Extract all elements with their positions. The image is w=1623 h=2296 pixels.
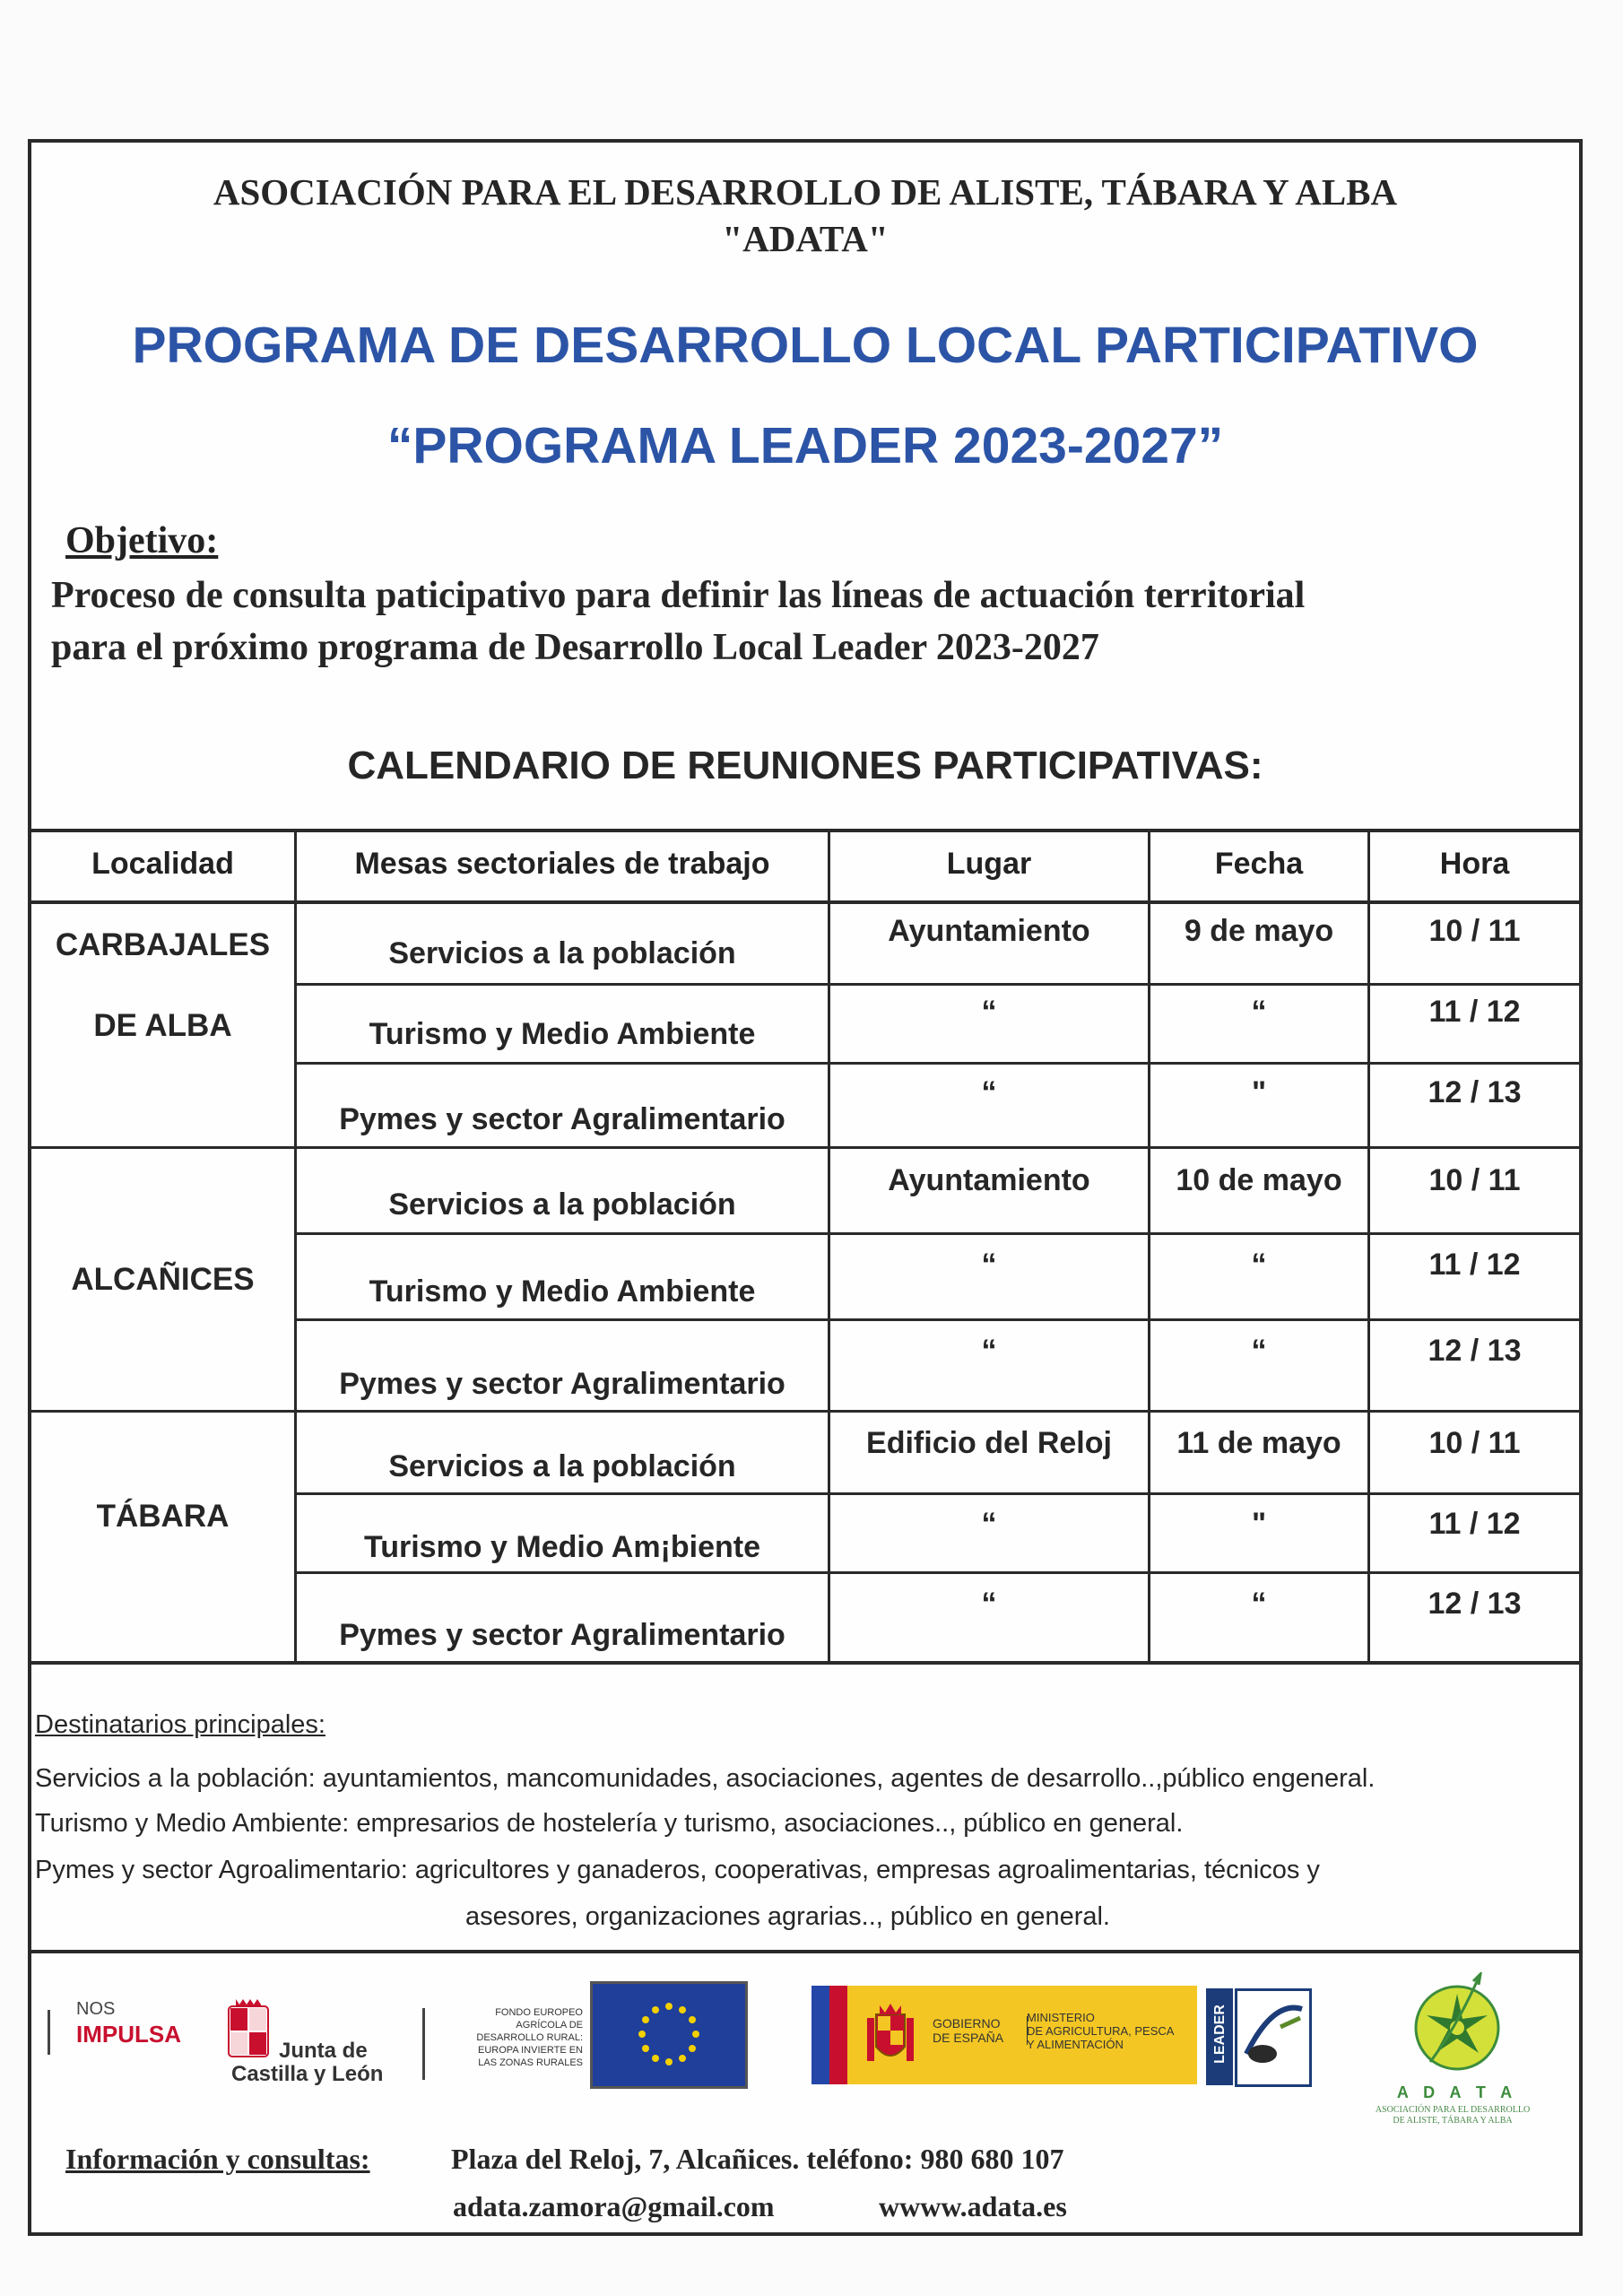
table-cell-lugar: Ayuntamiento — [888, 914, 1090, 948]
table-cell-hora: 10 / 11 — [1428, 914, 1521, 948]
coat-of-arms-icon — [227, 1997, 270, 2060]
table-cell-hora: 12 / 13 — [1428, 1587, 1522, 1621]
table-cell-hora: 10 / 11 — [1428, 1163, 1521, 1197]
eu-flag-icon — [590, 1981, 748, 2089]
program-title-line1: PROGRAMA DE DESARROLLO LOCAL PARTICIPATIVO — [132, 317, 1479, 374]
locality-carbajales: CARBAJALES DE ALBA — [55, 927, 271, 1043]
feader-eu-logo: FONDO EUROPEO AGRÍCOLA DE DESARROLLO RURAL: EUROPA INVIERTE EN LAS ZONAS RURALES — [448, 1979, 771, 2087]
org-title-line2: "ADATA" — [722, 218, 889, 259]
recipients-line3: Pymes y sector Agroalimentario: agricultores y ganaderos, cooperativas, empresas agroalimentarias, técnicos y — [35, 1856, 1320, 1884]
table-cell-mesa: Servicios a la población — [388, 1449, 736, 1483]
column-header-localidad: Localidad — [91, 847, 234, 881]
table-cell-lugar: “ — [981, 995, 997, 1029]
info-label: Información y consultas: — [65, 2143, 370, 2175]
recipients-line1: Servicios a la población: ayuntamientos, mancomunidades, asociaciones, agentes de desarrollo..,público engeneral. — [35, 1764, 1376, 1793]
table-cell-fecha: 11 de mayo — [1176, 1426, 1341, 1460]
program-title-line2: “PROGRAMA LEADER 2023-2027” — [386, 417, 1224, 474]
leader-logo: LEADER — [1206, 1988, 1314, 2089]
table-cell-mesa: Servicios a la población — [388, 1187, 736, 1222]
table-cell-mesa: Turismo y Medio Ambiente — [369, 1274, 756, 1309]
table-cell-hora: 11 / 12 — [1428, 995, 1521, 1029]
recipients-line4: asesores, organizaciones agrarias.., público en general. — [465, 1902, 1110, 1931]
table-cell-mesa: Pymes y sector Agralimentario — [339, 1102, 785, 1136]
table-cell-fecha: 9 de mayo — [1184, 914, 1334, 948]
objective-label: Objetivo: — [65, 520, 219, 561]
locality-tabara: TÁBARA — [96, 1499, 230, 1534]
table-cell-mesa: Pymes y sector Agralimentario — [339, 1618, 785, 1652]
recipients-title: Destinatarios principales: — [35, 1710, 325, 1739]
recipients-line2: Turismo y Medio Ambiente: empresarios de hostelería y turismo, asociaciones.., público en general. — [35, 1809, 1184, 1838]
table-cell-mesa: Turismo y Medio Am¡biente — [363, 1530, 761, 1564]
adata-star-icon — [1403, 1972, 1511, 2080]
table-cell-hora: 12 / 13 — [1428, 1334, 1522, 1368]
junta-castilla-leon-logo: NOS IMPULSA Junta de Castilla y León — [48, 1990, 442, 2107]
table-cell-fecha: “ — [1251, 1248, 1267, 1282]
calendar-table — [31, 829, 1579, 1802]
table-cell-lugar: “ — [981, 1075, 997, 1109]
leader-icon — [1235, 1988, 1312, 2087]
calendar-title: CALENDARIO DE REUNIONES PARTICIPATIVAS: — [347, 744, 1263, 787]
table-cell-mesa: Pymes y sector Agralimentario — [339, 1367, 785, 1401]
table-cell-lugar: Ayuntamiento — [888, 1163, 1090, 1197]
table-cell-fecha: “ — [1251, 1587, 1267, 1621]
document-frame — [28, 139, 1583, 2236]
gobierno-espana-logo: GOBIERNO DE ESPAÑA MINISTERIO DE AGRICULTURA, PESCA Y ALIMENTACIÓN — [812, 1986, 1197, 2084]
objective-line1: Proceso de consulta paticipativo para definir las líneas de actuación territorial — [51, 575, 1306, 616]
divider — [31, 1950, 1579, 1953]
info-email[interactable]: adata.zamora@gmail.com — [453, 2190, 775, 2222]
table-cell-fecha: “ — [1251, 1334, 1267, 1368]
table-cell-lugar: “ — [981, 1248, 997, 1282]
table-cell-lugar: “ — [981, 1587, 997, 1621]
table-cell-fecha: 10 de mayo — [1176, 1163, 1342, 1197]
table-cell-fecha: " — [1251, 1507, 1267, 1541]
info-website[interactable]: wwww.adata.es — [879, 2190, 1067, 2222]
column-header-lugar: Lugar — [946, 847, 1032, 881]
table-cell-lugar: “ — [981, 1334, 997, 1368]
info-address: Plaza del Reloj, 7, Alcañices. teléfono: 980 680 107 — [451, 2143, 1064, 2175]
table-cell-lugar: Edificio del Reloj — [866, 1426, 1112, 1460]
objective-text — [51, 570, 1567, 674]
column-header-fecha: Fecha — [1214, 847, 1304, 881]
table-cell-hora: 10 / 11 — [1428, 1426, 1521, 1460]
table-cell-hora: 11 / 12 — [1428, 1507, 1521, 1541]
column-header-mesas: Mesas sectoriales de trabajo — [354, 847, 770, 881]
objective-line2: para el próximo programa de Desarrollo Local Leader 2023-2027 — [51, 627, 1099, 668]
table-cell-lugar: “ — [981, 1507, 997, 1541]
table-cell-fecha: “ — [1251, 995, 1267, 1029]
table-cell-hora: 12 / 13 — [1428, 1075, 1522, 1109]
table-cell-hora: 11 / 12 — [1428, 1248, 1521, 1282]
org-title-line1: ASOCIACIÓN PARA EL DESARROLLO DE ALISTE, TÁBARA Y ALBA — [213, 171, 1398, 213]
table-cell-mesa: Turismo y Medio Ambiente — [369, 1017, 756, 1051]
locality-alcanices: ALCAÑICES — [71, 1262, 255, 1297]
column-header-hora: Hora — [1439, 847, 1510, 881]
table-cell-fecha: " — [1251, 1075, 1267, 1109]
spain-coat-of-arms-icon — [864, 2002, 917, 2068]
adata-logo: A D A T A ASOCIACIÓN PARA EL DESARROLLO DE ALISTE, TÁBARA Y ALBA — [1350, 1972, 1556, 2125]
table-cell-mesa: Servicios a la población — [388, 936, 736, 970]
